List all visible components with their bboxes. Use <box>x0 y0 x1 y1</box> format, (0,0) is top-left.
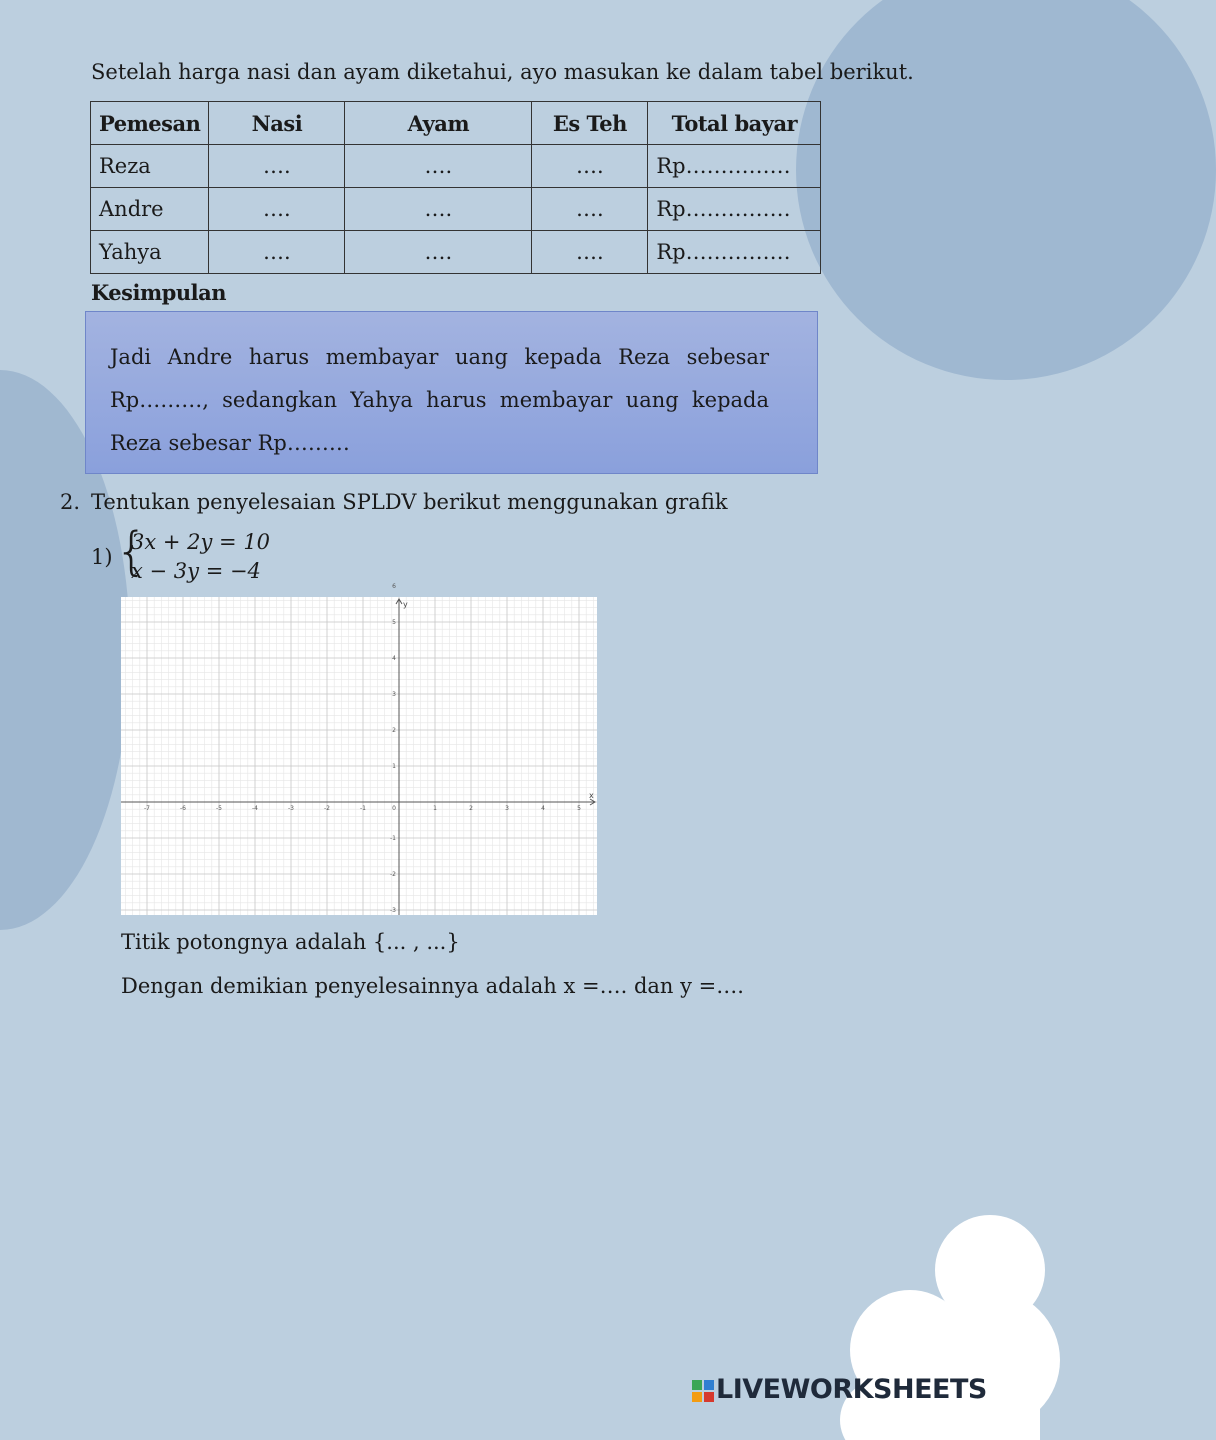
cell-name: Yahya <box>91 231 209 274</box>
x-tick-label: -5 <box>216 805 222 812</box>
solution-answer: Dengan demikian penyelesainnya adalah x =…. dan y =…. <box>121 974 744 998</box>
x-tick-label: -1 <box>360 805 366 812</box>
brace-icon: { <box>115 522 149 582</box>
y-tick-label: 6 <box>392 583 396 590</box>
x-tick-label: 3 <box>505 805 509 812</box>
cell-nasi[interactable]: …. <box>209 188 345 231</box>
y-tick-label: 1 <box>392 763 396 770</box>
cell-ayam[interactable]: …. <box>345 188 532 231</box>
x-tick-label: 0 <box>392 805 396 812</box>
x-tick-label: -7 <box>144 805 150 812</box>
x-tick-label: -3 <box>288 805 294 812</box>
equation-1: 3x + 2y = 10 <box>131 530 271 554</box>
table-row <box>91 188 821 231</box>
x-tick-label: 4 <box>541 805 545 812</box>
y-tick-label: -1 <box>390 835 396 842</box>
y-tick-label: 4 <box>392 655 396 662</box>
cell-name: Reza <box>91 145 209 188</box>
table-row <box>91 231 821 274</box>
x-tick-label: -2 <box>324 805 330 812</box>
kesimpulan-box <box>85 311 818 474</box>
cell-es-teh[interactable]: …. <box>532 231 648 274</box>
order-table <box>90 101 821 274</box>
y-tick-label: -3 <box>390 907 396 914</box>
header-pemesan: Pemesan <box>91 102 209 145</box>
y-tick-label: 2 <box>392 727 396 734</box>
cell-name: Andre <box>91 188 209 231</box>
header-total-bayar: Total bayar <box>648 102 821 145</box>
kesimpulan-text: Jadi Andre harus membayar uang kepada Reza sebesar Rp………, sedangkan Yahya harus membayar uang kepada Reza sebesar Rp……… <box>110 345 769 455</box>
cell-es-teh[interactable]: …. <box>532 188 648 231</box>
logo-mark-icon <box>692 1380 714 1402</box>
y-tick-label: 3 <box>392 691 396 698</box>
cell-nasi[interactable]: …. <box>209 145 345 188</box>
item-label: 1) <box>91 545 113 569</box>
x-tick-label: 5 <box>577 805 581 812</box>
x-tick-label: -6 <box>180 805 186 812</box>
coordinate-grid[interactable] <box>121 583 597 915</box>
cell-total[interactable]: Rp…………… <box>648 188 821 231</box>
kesimpulan-title: Kesimpulan <box>91 280 226 305</box>
cell-nasi[interactable]: …. <box>209 231 345 274</box>
header-nasi: Nasi <box>209 102 345 145</box>
y-tick-label: 5 <box>392 619 396 626</box>
cell-total[interactable]: Rp…………… <box>648 145 821 188</box>
x-tick-label: 1 <box>433 805 437 812</box>
x-tick-label: 2 <box>469 805 473 812</box>
table-row <box>91 145 821 188</box>
cell-es-teh[interactable]: …. <box>532 145 648 188</box>
header-es-teh: Es Teh <box>532 102 648 145</box>
table-header-row <box>91 102 821 145</box>
decor-circle-top-right <box>796 0 1216 380</box>
cell-total[interactable]: Rp…………… <box>648 231 821 274</box>
question-number: 2. <box>60 490 81 514</box>
x-axis-label: x <box>589 791 594 800</box>
logo-text: LIVEWORKSHEETS <box>716 1374 987 1405</box>
cell-ayam[interactable]: …. <box>345 145 532 188</box>
equation-2: x − 3y = −4 <box>131 559 261 583</box>
y-tick-label: -2 <box>390 871 396 878</box>
x-tick-label: -4 <box>252 805 258 812</box>
intersection-answer: Titik potongnya adalah {... , ...} <box>121 930 460 954</box>
intro-text: Setelah harga nasi dan ayam diketahui, ayo masukan ke dalam tabel berikut. <box>91 60 914 84</box>
header-ayam: Ayam <box>345 102 532 145</box>
y-axis-label: y <box>403 600 408 609</box>
cell-ayam[interactable]: …. <box>345 231 532 274</box>
liveworksheets-logo <box>692 1374 987 1405</box>
question-text: Tentukan penyelesaian SPLDV berikut menggunakan grafik <box>91 490 728 514</box>
